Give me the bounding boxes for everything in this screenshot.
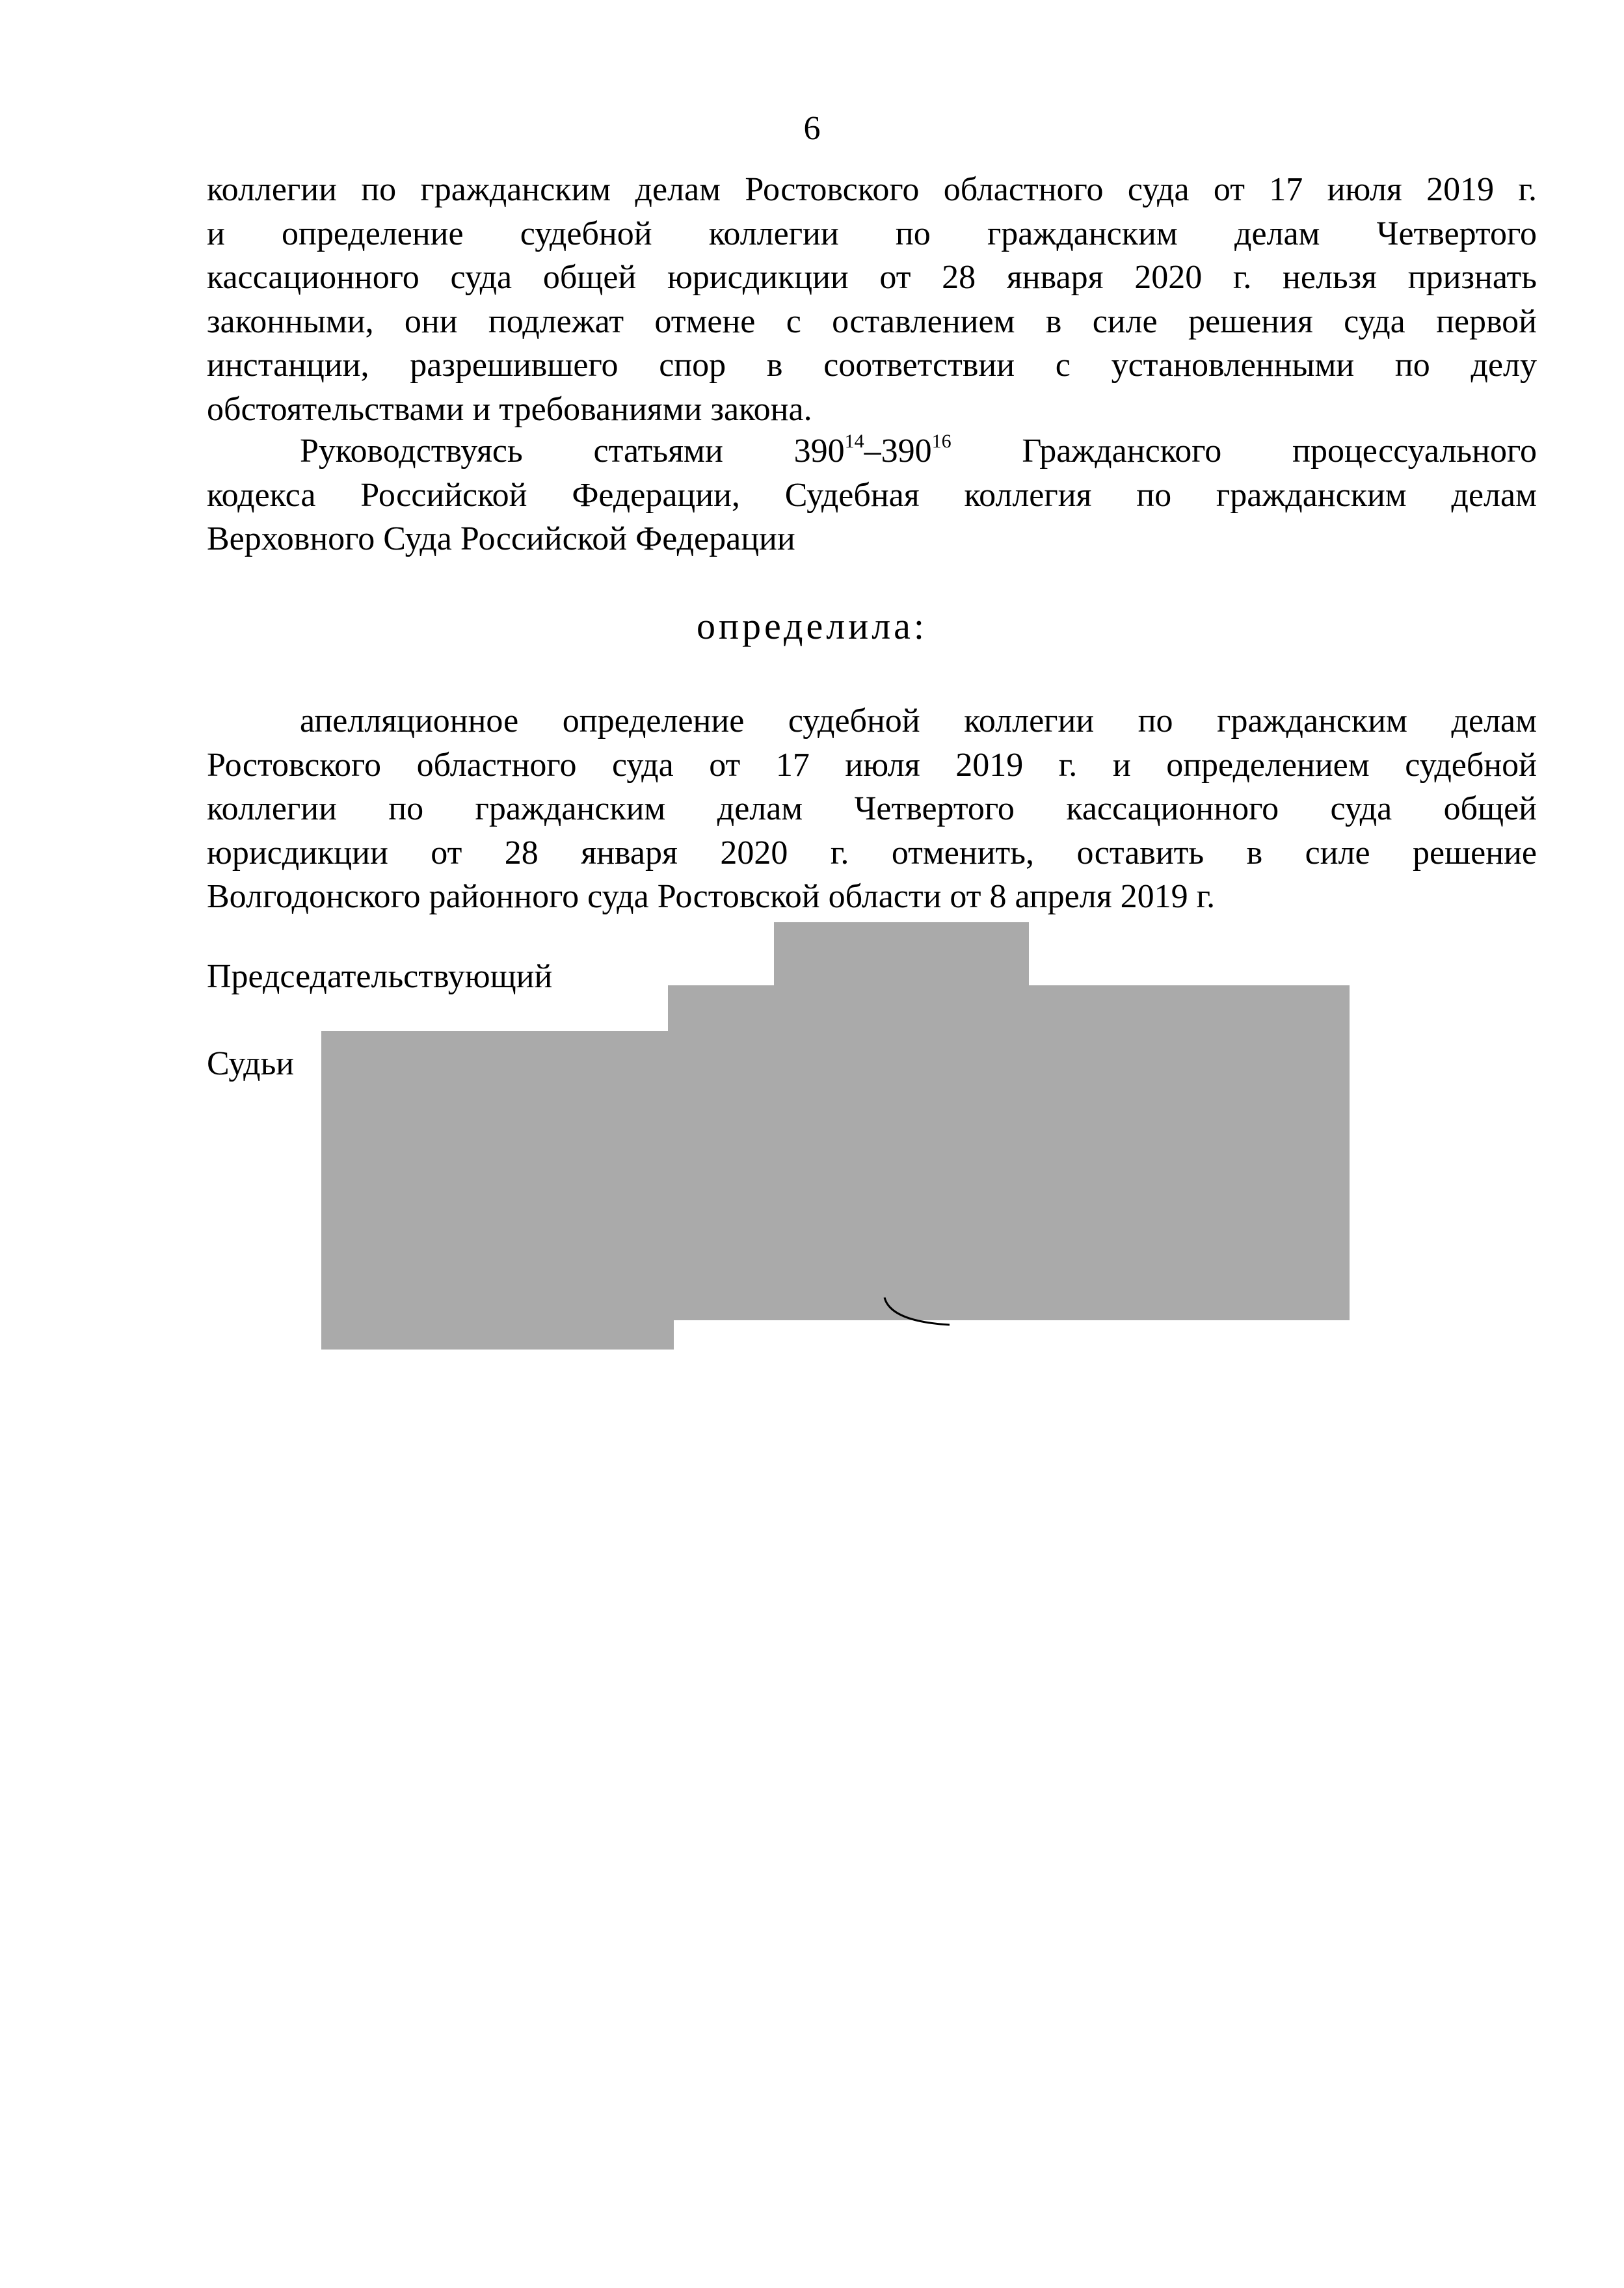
- redaction-block: [321, 1031, 674, 1350]
- paragraph-conclusion: [207, 168, 1537, 431]
- paragraph-ruling: [207, 699, 1537, 919]
- text-fragment: Руководствуясь статьями 390: [300, 432, 845, 470]
- text-line: Ростовского областного суда от 17 июля 2019 г. и определением судебной: [207, 746, 1537, 784]
- text-line: и определение судебной коллегии по гражданским делам Четвертого: [207, 215, 1537, 252]
- text-line: кассационного суда общей юрисдикции от 28 января 2020 г. нельзя признать: [207, 259, 1537, 296]
- text-line: кодекса Российской Федерации, Судебная коллегия по гражданским делам: [207, 476, 1537, 514]
- ruling-heading: определила:: [696, 605, 928, 647]
- text-line: коллегии по гражданским делам Ростовского областного суда от 17 июля 2019 г.: [207, 171, 1537, 208]
- text-line: коллегии по гражданским делам Четвертого кассационного суда общей: [207, 790, 1537, 827]
- judges-label: Судьи: [207, 1045, 295, 1082]
- text-line: юрисдикции от 28 января 2020 г. отменить, оставить в силе решение: [207, 834, 1537, 871]
- text-fragment: –390: [864, 432, 932, 470]
- text-line: инстанции, разрешившего спор в соответствии с установленными по делу: [207, 347, 1537, 384]
- text-line-with-articles: [207, 429, 1537, 473]
- text-fragment: Гражданского процессуального: [951, 432, 1537, 470]
- paragraph-legal-basis: [207, 429, 1537, 561]
- text-line: Верховного Суда Российской Федерации: [207, 520, 795, 557]
- presiding-judge-label: Председательствующий: [207, 958, 553, 995]
- signature-stroke-icon: [872, 1291, 956, 1337]
- superscript: 14: [844, 431, 864, 452]
- text-line: законными, они подлежат отмене с оставлением в силе решения суда первой: [207, 302, 1537, 340]
- text-line: обстоятельствами и требованиями закона.: [207, 390, 812, 428]
- text-line: Волгодонского районного суда Ростовской области от 8 апреля 2019 г.: [207, 878, 1216, 915]
- superscript: 16: [931, 431, 952, 452]
- text-line: апелляционное определение судебной коллегии по гражданским делам: [300, 702, 1537, 739]
- redaction-block: [668, 985, 1350, 1320]
- page-number: 6: [803, 110, 821, 147]
- redaction-block: [774, 922, 1029, 987]
